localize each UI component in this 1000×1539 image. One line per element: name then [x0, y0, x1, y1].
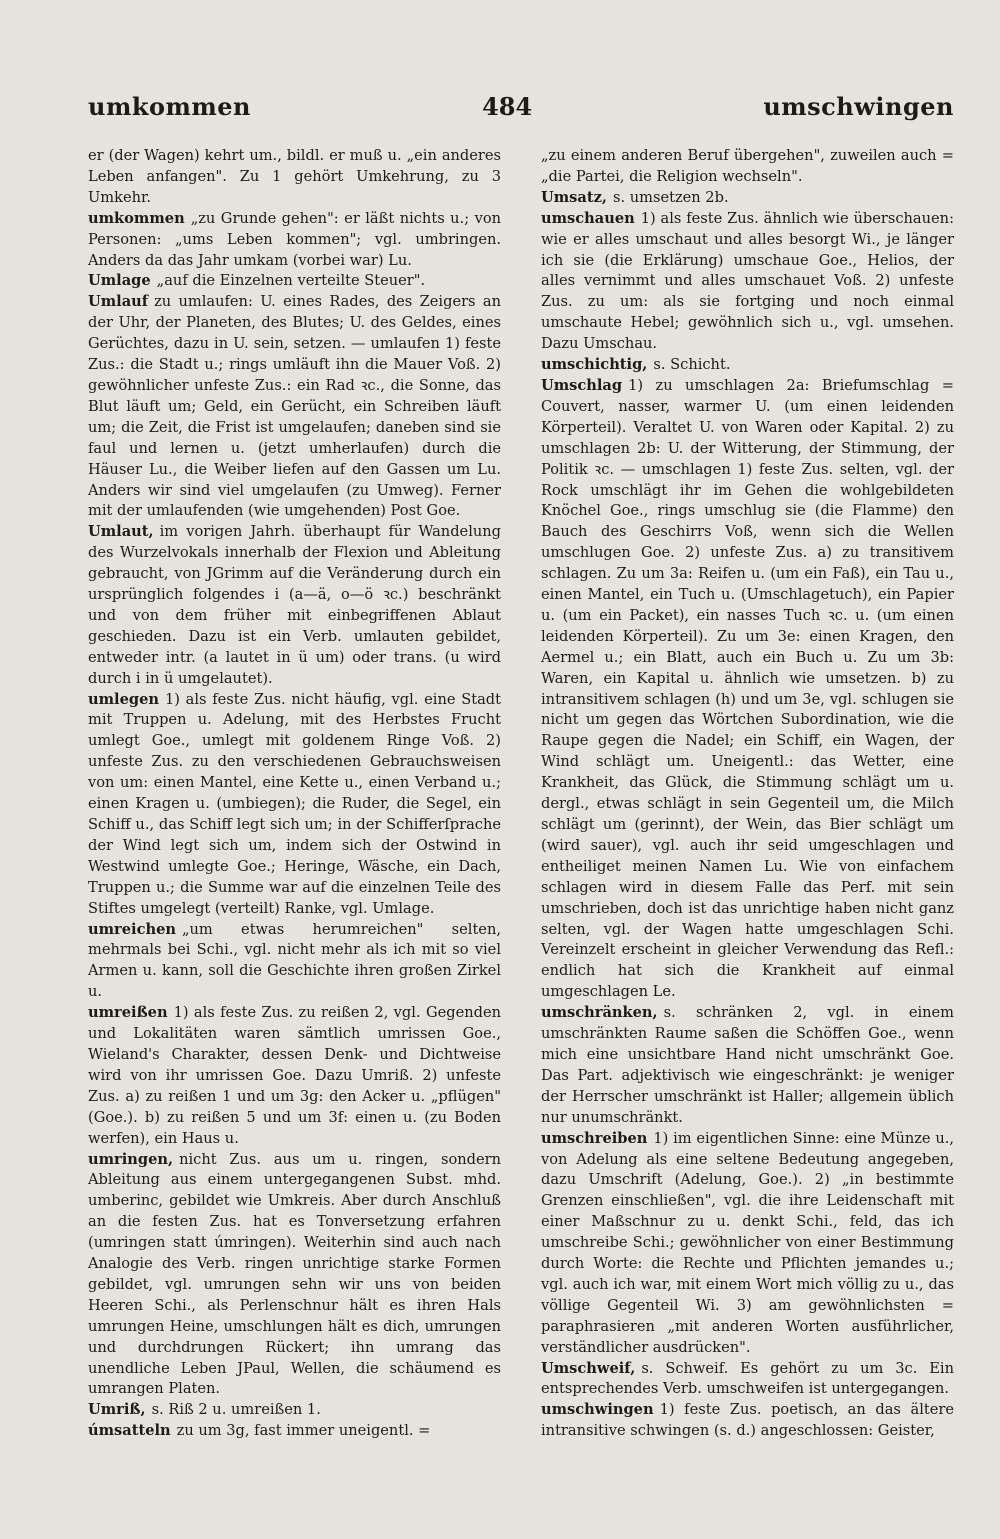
entry-text: s. schränken 2, vgl. in einem umschränkten Raume saßen die Schöffen Goe., wenn mich eine unsichtbare Hand nicht umschränkt Goe. Das Part. adjektivisch wie eingeschränkt: je weniger der Herrscher umschränkt ist Haller; allgemein üblich nur unumschränkt. [541, 1004, 954, 1126]
dictionary-entry [541, 355, 954, 376]
dictionary-entry [541, 1359, 954, 1401]
entry-text: s. Schicht. [653, 356, 731, 374]
dictionary-entry [541, 1129, 954, 1359]
entry-headword: umschauen [541, 209, 635, 227]
dictionary-entry [541, 376, 954, 1003]
dictionary-entry [88, 271, 501, 292]
dictionary-entry [88, 146, 501, 209]
entry-text: s. Schweif. Es gehört zu um 3c. Ein entsprechendes Verb. umschweifen ist untergegangen. [541, 1359, 954, 1398]
dictionary-entry [541, 188, 954, 209]
dictionary-entry [541, 209, 954, 355]
entry-headword: umschreiben [541, 1129, 648, 1147]
page-number: 484 [482, 92, 533, 121]
header-left-headword: umkommen [88, 92, 251, 121]
dictionary-entry [88, 1421, 501, 1442]
entry-headword: umschichtig, [541, 356, 648, 374]
entry-text: s. umsetzen 2b. [612, 188, 729, 206]
dictionary-entry [88, 522, 501, 689]
entry-text: „zu Grunde gehen": er läßt nichts u.; von Personen: „ums Leben kommen"; vgl. umbringen. Anders da das Jahr umkam (vorbei war) Lu. [88, 209, 501, 269]
dictionary-entry [88, 1150, 501, 1401]
entry-text: nicht Zus. aus um u. ringen, sondern Ableitung aus einem untergegangenen Subst. mhd. umberinc, gebildet wie Umkreis. Aber durch Anschluß an die festen Zus. hat es Tonversetzung erfahren (umringen statt úmringen). Weiterhin sind auch nach Analogie des Verb. ringen unrichtige starke Formen gebildet, vgl. umrungen sehn wir uns von beiden Heeren Schi., als Perlenschnur hält es ihren Hals umrungen Heine, umschlungen hält es dich, umrungen und durchdrungen Rückert; ihn umrang das unendliche Leben JPaul, Wellen, die schäumend es umrangen Platen. [88, 1150, 501, 1398]
entry-text: 1) feste Zus. poetisch, an das ältere intransitive schwingen (s. d.) angeschlossen: Geister, [541, 1401, 954, 1440]
entry-headword: úmsatteln [88, 1422, 171, 1440]
entry-text: im vorigen Jahrh. überhaupt für Wandelung des Wurzelvokals innerhalb der Flexion und Ableitung gebraucht, von JGrimm auf die Veränderung durch ein ursprünglich folgendes i (a—ä, o—ö ꝛc.) beschränkt und von dem früher mit einbegriffenen Ablaut geschieden. Dazu ist ein Verb. umlauten gebildet, entweder intr. (a lautet in ü um) oder trans. (u wird durch i in ü umgelautet). [88, 523, 501, 687]
entry-text: 1) als feste Zus. nicht häufig, vgl. eine Stadt mit Truppen u. Adelung, mit des Herbstes Frucht umlegt Goe., umlegt mit goldenem Ringe Voß. 2) unfeste Zus. zu den verschiedenen Gebrauchsweisen von um: einen Mantel, eine Kette u., einen Verband u.; einen Kragen u. (umbiegen); die Ruder, die Segel, ein Schiff u., das Schiff legt sich um; in der Schifferſprache der Wind legt sich um, indem sich der Ostwind in Westwind umlegte Goe.; Heringe, Wäsche, ein Dach, Truppen u.; die Summe war auf die einzelnen Teile des Stiftes umgelegt (verteilt) Ranke, vgl. Umlage. [88, 690, 501, 917]
entry-headword: umschränken, [541, 1004, 658, 1022]
dictionary-entry [541, 1003, 954, 1128]
entry-headword: umkommen [88, 209, 185, 227]
dictionary-entry [88, 920, 501, 1004]
text-columns [88, 146, 954, 1442]
entry-text: 1) im eigentlichen Sinne: eine Münze u., von Adelung als eine seltene Bedeutung angegeben, dazu Umschrift (Adelung, Goe.). 2) „in bestimmte Grenzen einschließen", vgl. die ihre Leidenschaft mit einer Maßschnur zu u. denkt Schi., feld, das ich umschreibe Schi.; gewöhnlicher von einer Bestimmung durch Worte: die Rechte und Pflichten jemandes u.; vgl. auch ich war, mit einem Wort mich völlig zu u., das völlige Gegenteil Wi. 3) am gewöhnlichsten = paraphrasieren „mit anderen Worten ausführlicher, verständlicher ausdrücken". [541, 1129, 954, 1356]
running-header [88, 92, 954, 132]
entry-headword: Umschweif, [541, 1359, 636, 1377]
entry-headword: Umriß, [88, 1401, 146, 1419]
entry-headword: Umlauf [88, 293, 149, 311]
entry-text: 1) als feste Zus. zu reißen 2, vgl. Gegenden und Lokalitäten waren sämtlich umrissen Goe., Wieland's Charakter, dessen Denk- und Dichtweise wird von ihr umrissen Goe. Dazu Umriß. 2) unfeste Zus. a) zu reißen 1 und um 3g: den Acker u. „pflügen" (Goe.). b) zu reißen 5 und um 3f: einen u. (zu Boden werfen), ein Haus u. [88, 1004, 501, 1147]
entry-text: s. Riß 2 u. umreißen 1. [151, 1401, 321, 1419]
entry-text: 1) zu umschlagen 2a: Briefumschlag = Couvert, nasser, warmer U. (um einen leidenden Körperteil). Veraltet U. von Waren oder Kapital. 2) zu umschlagen 2b: U. der Witterung, der Stimmung, der Politik ꝛc. — umschlagen 1) feste Zus. selten, vgl. der Rock umschlägt ihr im Gehen die wohlgebildeten Knöchel Goe., rings umschlug sie (die Flamme) den Bauch des Geschirrs Voß, wenn sich die Wellen umschlugen Goe. 2) unfeste Zus. a) zu transitivem schlagen. Zu um 3a: Reifen u. (um ein Faß), ein Tau u., einen Mantel, ein Tuch u. (Umschlagetuch), ein Papier u. (um ein Packet), ein nasses Tuch ꝛc. u. (um einen leidenden Körperteil). Zu um 3e: einen Kragen, den Aermel u.; ein Blatt, auch ein Buch u. Zu um 3b: Waren, ein Kapital u. ähnlich wie umsetzen. b) zu intransitivem schlagen (h) und um 3e, vgl. schlugen sie nicht um gegen das Wörtchen Subordination, wie die Raupe gegen die Nadel; ein Schiff, ein Wagen, der Wind schlägt um. Uneigentl.: das Wetter, eine Krankheit, das Glück, die Stimmung schlägt um u. dergl., etwas schlägt in sein Gegenteil um, die Milch schlägt um (gerinnt), der Wein, das Bier schlägt um (wird sauer), vgl. auch ihr seid umgeschlagen und entheiliget meinen Namen Lu. Wie von einfachem schlagen wird in diesem Falle das Perf. mit sein umschrieben, doch ist das unrichtige haben nicht ganz selten, vgl. der Wagen hatte umgeschlagen Schi. Vereinzelt erscheint in gleicher Verwendung das Refl.: endlich hat sich die Krankheit auf einmal umgeschlagen Le. [541, 376, 954, 1001]
entry-headword: umreißen [88, 1004, 168, 1022]
entry-text: er (der Wagen) kehrt um., bildl. er muß u. „ein anderes Leben anfangen". Zu 1 gehört Umkehrung, zu 3 Umkehr. [88, 147, 501, 206]
dictionary-entry [88, 1003, 501, 1149]
dictionary-entry [541, 1400, 954, 1442]
entry-text: zu umlaufen: U. eines Rades, des Zeigers an der Uhr, der Planeten, des Blutes; U. des Geldes, eines Gerüchtes, dazu in U. sein, setzen. — umlaufen 1) feste Zus.: die Stadt u.; rings umläuft ihn die Mauer Voß. 2) gewöhnlicher unfeste Zus.: ein Rad ꝛc., die Sonne, das Blut läuft um; Geld, ein Gerücht, ein Schreiben läuft um; die Zeit, die Frist ist umgelaufen; daneben sind sie faul und lernen u. (jetzt umherlaufen) durch die Häuser Lu., die Weiber liefen auf den Gassen um Lu. Anders wir sind viel umgelaufen (zu Umweg). Ferner mit der umlaufenden (wie umgehenden) Post Goe. [88, 293, 501, 520]
right-column [541, 146, 954, 1442]
dictionary-entry [88, 690, 501, 920]
entry-headword: Umlaut, [88, 523, 154, 541]
entry-headword: umlegen [88, 690, 159, 708]
entry-headword: Umschlag [541, 376, 623, 394]
entry-text: 1) als feste Zus. ähnlich wie überschauen: wie er alles umschaut und alles besorgt Wi., je länger ich sie (die Erklärung) umschaue Goe., Helios, der alles vernimmt und alles umschauet Voß. 2) unfeste Zus. zu um: als sie fortging und noch einmal umschaute Hebel; gewöhnlich sich u., vgl. umsehen. Dazu Umschau. [541, 209, 954, 353]
entry-text: „zu einem anderen Beruf übergehen", zuweilen auch = „die Partei, die Religion wechseln". [541, 147, 954, 185]
left-column [88, 146, 501, 1442]
dictionary-entry [541, 146, 954, 188]
entry-headword: umringen, [88, 1150, 174, 1168]
entry-headword: Umlage [88, 272, 151, 290]
dictionary-entry [88, 1400, 501, 1421]
entry-text: „auf die Einzelnen verteilte Steuer". [156, 272, 426, 290]
dictionary-entry [88, 209, 501, 272]
dictionary-entry [88, 292, 501, 522]
entry-headword: Umsatz, [541, 188, 607, 206]
entry-headword: umreichen [88, 920, 176, 938]
entry-text: zu um 3g, fast immer uneigentl. = [176, 1422, 431, 1440]
entry-text: „um etwas herumreichen" selten, mehrmals bei Schi., vgl. nicht mehr als ich mit so viel Armen u. kann, soll die Geschichte ihren großen Zirkel u. [88, 920, 501, 1001]
entry-headword: umschwingen [541, 1401, 654, 1419]
header-right-headword: umschwingen [763, 92, 954, 121]
